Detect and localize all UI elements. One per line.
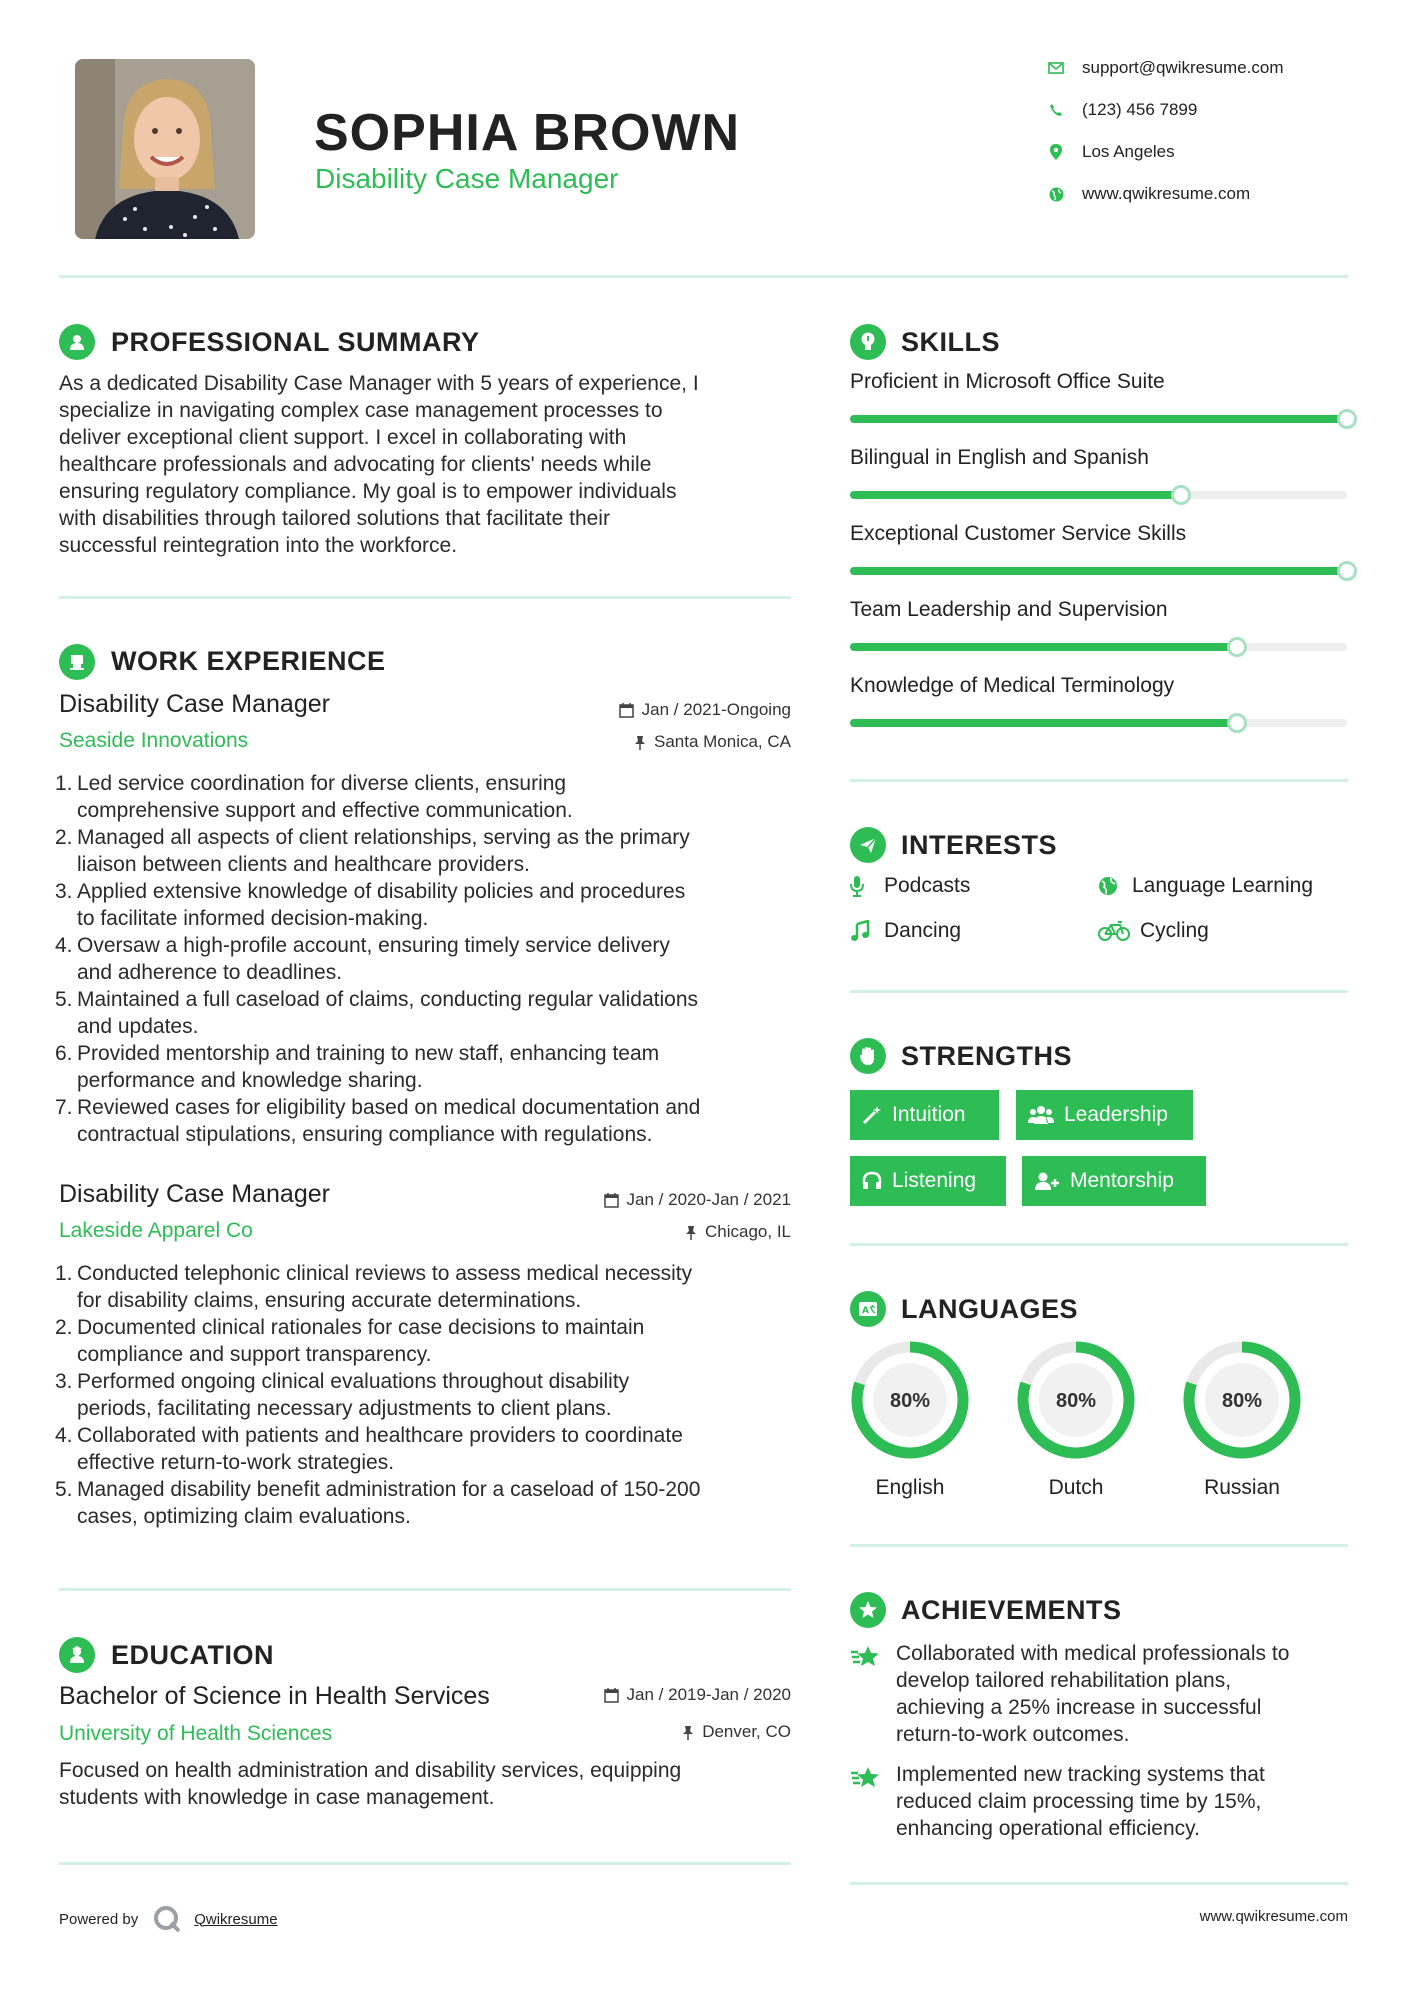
achievement-line: Implemented new tracking systems that [896, 1763, 1265, 1786]
interests-heading: INTERESTS [901, 830, 1058, 860]
trophy-star-icon [850, 1644, 882, 1675]
summary-text [59, 370, 789, 559]
pin-icon [685, 1225, 697, 1240]
experience-heading: WORK EXPERIENCE [111, 646, 386, 676]
summary-line: specialize in navigating complex case management processes to [59, 399, 663, 422]
pin-icon [682, 1725, 694, 1740]
headphones-icon [862, 1171, 882, 1191]
summary-heading: PROFESSIONAL SUMMARY [111, 327, 480, 357]
strength-badge [1016, 1090, 1193, 1140]
summary-line: with disabilities through tailored solutions that facilitate their [59, 507, 610, 530]
skill-bar-knob [1227, 713, 1247, 733]
qwikresume-logo-icon [152, 1904, 182, 1934]
education-divider [59, 1862, 791, 1865]
skills-heading: SKILLS [901, 327, 1001, 357]
language-percent: 80% [1055, 1390, 1097, 1412]
briefcase-icon [59, 644, 95, 680]
achievement-line: Collaborated with medical professionals to [896, 1642, 1290, 1665]
summary-line: healthcare professionals and advocating for clients' needs while [59, 453, 652, 476]
job-dates-text: Jan / 2020-Jan / 2021 [626, 1190, 791, 1209]
duty-list [55, 770, 799, 1148]
lightbulb-icon [850, 324, 886, 360]
calendar-icon [604, 1193, 619, 1208]
strength-label: Listening [892, 1169, 977, 1192]
interest-label: Podcasts [884, 874, 971, 897]
user-icon [59, 324, 95, 360]
strength-label: Intuition [892, 1103, 966, 1126]
language-ring [848, 1338, 972, 1462]
brand-link[interactable]: Qwikresume [194, 1910, 278, 1928]
achievement-line: return-to-work outcomes. [896, 1723, 1130, 1746]
list-item: 2. Documented clinical rationales for case decisions to maintain compliance and support transparency. [55, 1316, 645, 1366]
duty-list [55, 1260, 799, 1530]
language-name: Dutch [1048, 1476, 1104, 1499]
contact-phone[interactable] [1048, 100, 1348, 120]
contact-website[interactable] [1048, 184, 1348, 204]
school-name: University of Health Sciences [59, 1722, 333, 1745]
footer-website[interactable]: www.qwikresume.com [1199, 1908, 1348, 1925]
user-plus-icon [1034, 1171, 1060, 1191]
company-name: Lakeside Apparel Co [59, 1219, 253, 1242]
job-location [540, 1222, 791, 1242]
skill-label: Bilingual in English and Spanish [850, 446, 1149, 469]
powered-by-label: Powered by [59, 1910, 139, 1928]
list-item: 3. Performed ongoing clinical evaluations throughout disability periods, facilitating necessary adjustments to client plans. [55, 1370, 630, 1420]
skill-bar [850, 643, 1347, 651]
skills-divider [850, 779, 1348, 782]
magic-wand-icon [862, 1105, 882, 1125]
candidate-title: Disability Case Manager [315, 163, 619, 194]
skill-label: Team Leadership and Supervision [850, 598, 1168, 621]
hand-icon [850, 1038, 886, 1074]
education-location-text: Denver, CO [702, 1722, 791, 1741]
education-line: students with knowledge in case management. [59, 1786, 495, 1809]
skill-bar-knob [1171, 485, 1191, 505]
interest-label: Cycling [1140, 919, 1209, 942]
interest-item [850, 874, 970, 898]
achievement-line: enhancing operational efficiency. [896, 1817, 1200, 1840]
strength-label: Leadership [1064, 1103, 1168, 1126]
interests-divider [850, 990, 1348, 993]
candidate-name: SOPHIA BROWN [314, 104, 741, 162]
microphone-icon [850, 875, 876, 897]
calendar-icon [604, 1688, 619, 1703]
language-ring [1180, 1338, 1304, 1462]
education-location [540, 1722, 791, 1742]
music-note-icon [850, 920, 876, 942]
company-name: Seaside Innovations [59, 729, 249, 752]
job-dates-text: Jan / 2021-Ongoing [641, 700, 791, 719]
skill-bar-fill [850, 643, 1237, 651]
contact-location-text: Los Angeles [1082, 142, 1175, 161]
language-ring [1014, 1338, 1138, 1462]
job-location [540, 732, 791, 752]
skill-bar-fill [850, 491, 1181, 499]
achievement-item [896, 1761, 1356, 1842]
job-location-text: Chicago, IL [705, 1222, 791, 1241]
skill-bar [850, 567, 1347, 575]
header-divider [59, 275, 1348, 278]
strength-badge [850, 1156, 1006, 1206]
contact-website-text: www.qwikresume.com [1082, 184, 1251, 203]
strength-label: Mentorship [1070, 1169, 1174, 1192]
achievement-line: reduced claim processing time by 15%, [896, 1790, 1262, 1813]
strength-badge [850, 1090, 999, 1140]
language-name: English [875, 1476, 945, 1499]
language-percent: 80% [1221, 1390, 1263, 1412]
map-pin-icon [1048, 144, 1064, 160]
job-title: Disability Case Manager [59, 690, 330, 718]
education-description [59, 1757, 799, 1811]
strengths-divider [850, 1243, 1348, 1246]
job-title: Disability Case Manager [59, 1180, 330, 1208]
interest-item [850, 919, 961, 943]
job-location-text: Santa Monica, CA [653, 732, 791, 751]
degree-title: Bachelor of Science in Health Services [59, 1682, 490, 1710]
paper-plane-icon [850, 827, 886, 863]
list-item: 7. Reviewed cases for eligibility based on medical documentation and contractual stipulations, ensuring compliance with regulations. [55, 1096, 701, 1146]
education-dates-text: Jan / 2019-Jan / 2020 [626, 1685, 791, 1704]
graduate-icon [59, 1637, 95, 1673]
bicycle-icon [1098, 921, 1132, 941]
strengths-heading: STRENGTHS [901, 1041, 1073, 1071]
list-item: 5. Managed disability benefit administration for a caseload of 150-200 cases, optimizing claim evaluations. [55, 1478, 701, 1528]
skill-bar [850, 415, 1347, 423]
skill-bar-knob [1337, 409, 1357, 429]
job-dates [520, 1190, 791, 1210]
skill-bar [850, 719, 1347, 727]
achievement-line: develop tailored rehabilitation plans, [896, 1669, 1232, 1692]
strength-badge [1022, 1156, 1206, 1206]
footer-powered [59, 1904, 278, 1934]
globe-icon [1098, 876, 1124, 896]
languages-divider [850, 1544, 1348, 1547]
contact-phone-text: (123) 456 7899 [1082, 100, 1198, 119]
education-dates [520, 1685, 791, 1705]
language-name: Russian [1204, 1476, 1280, 1499]
skill-bar-knob [1227, 637, 1247, 657]
languages-heading: LANGUAGES [901, 1294, 1079, 1324]
skill-label: Exceptional Customer Service Skills [850, 522, 1187, 545]
list-item: 4. Collaborated with patients and healthcare providers to coordinate effective return-to-work strategies. [55, 1424, 683, 1474]
users-icon [1028, 1105, 1054, 1125]
summary-line: ensuring regulatory compliance. My goal is to empower individuals [59, 480, 677, 503]
list-item: 1. Conducted telephonic clinical reviews to assess medical necessity for disability claims, ensuring accurate determinations. [55, 1262, 693, 1312]
language-icon [850, 1291, 886, 1327]
interest-label: Language Learning [1132, 874, 1314, 897]
contact-location [1048, 142, 1348, 162]
skill-bar-fill [850, 415, 1347, 423]
profile-photo [75, 59, 255, 239]
contact-email[interactable] [1048, 58, 1348, 78]
education-heading: EDUCATION [111, 1640, 274, 1670]
skill-bar-knob [1337, 561, 1357, 581]
interest-item [1098, 874, 1313, 898]
job-dates [540, 700, 791, 720]
phone-icon [1048, 102, 1064, 118]
calendar-icon [619, 703, 634, 718]
skill-bar-fill [850, 719, 1237, 727]
achievement-line: achieving a 25% increase in successful [896, 1696, 1262, 1719]
summary-line: deliver exceptional client support. I excel in collaborating with [59, 426, 627, 449]
skill-label: Knowledge of Medical Terminology [850, 674, 1175, 697]
experience-divider [59, 1588, 791, 1591]
envelope-icon [1048, 60, 1064, 76]
star-badge-icon [850, 1592, 886, 1628]
list-item: 4. Oversaw a high-profile account, ensuring timely service delivery and adherence to deadlines. [55, 934, 670, 984]
list-item: 5. Maintained a full caseload of claims, conducting regular validations and updates. [55, 988, 699, 1038]
list-item: 2. Managed all aspects of client relationships, serving as the primary liaison between clients and healthcare providers. [55, 826, 690, 876]
pin-icon [634, 735, 646, 750]
skill-label: Proficient in Microsoft Office Suite [850, 370, 1165, 393]
contact-email-text: support@qwikresume.com [1082, 58, 1284, 77]
summary-line: As a dedicated Disability Case Manager with 5 years of experience, I [59, 372, 699, 395]
list-item: 6. Provided mentorship and training to new staff, enhancing team performance and knowledge sharing. [55, 1042, 660, 1092]
education-line: Focused on health administration and disability services, equipping [59, 1759, 682, 1782]
skill-bar [850, 491, 1347, 499]
globe-icon [1048, 186, 1064, 202]
list-item: 3. Applied extensive knowledge of disability policies and procedures to facilitate informed decision-making. [55, 880, 686, 930]
summary-divider [59, 596, 791, 599]
achievements-divider [850, 1882, 1348, 1885]
svg-text:A: A [862, 1306, 869, 1316]
language-percent: 80% [889, 1390, 931, 1412]
list-item: 1. Led service coordination for diverse clients, ensuring comprehensive support and effective communication. [55, 772, 573, 822]
summary-line: successful reintegration into the workforce. [59, 534, 458, 557]
skill-bar-fill [850, 567, 1347, 575]
achievements-heading: ACHIEVEMENTS [901, 1595, 1122, 1625]
interest-label: Dancing [884, 919, 962, 942]
trophy-star-icon [850, 1765, 882, 1796]
interest-item [1098, 919, 1209, 943]
achievement-item [896, 1640, 1356, 1748]
